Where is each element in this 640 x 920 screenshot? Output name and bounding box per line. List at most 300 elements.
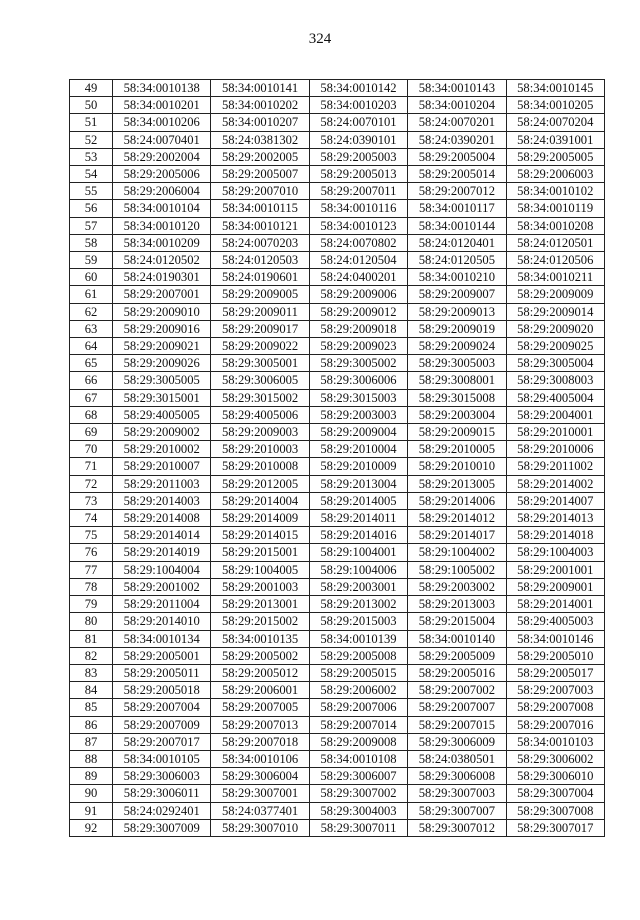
- cadastral-number-cell: 58:29:2010003: [211, 441, 309, 458]
- table-row: [70, 424, 605, 441]
- cadastral-number-cell: 58:29:2014016: [309, 527, 407, 544]
- cadastral-number-cell: 58:29:4005004: [506, 389, 604, 406]
- cadastral-number-cell: 58:29:2005017: [506, 664, 604, 681]
- cadastral-number-cell: 58:24:0381302: [211, 131, 309, 148]
- cadastral-number-cell: 58:29:2014008: [113, 510, 211, 527]
- cadastral-number-cell: 58:29:2009019: [408, 320, 506, 337]
- cadastral-number-cell: 58:29:1004003: [506, 544, 604, 561]
- cadastral-number-cell: 58:34:0010117: [408, 200, 506, 217]
- cadastral-number-cell: 58:24:0390101: [309, 131, 407, 148]
- cadastral-number-cell: 58:29:2014006: [408, 492, 506, 509]
- cadastral-number-cell: 58:29:4005006: [211, 406, 309, 423]
- cadastral-number-cell: 58:34:0010119: [506, 200, 604, 217]
- cadastral-number-cell: 58:29:2005004: [408, 148, 506, 165]
- cadastral-number-cell: 58:29:2010001: [506, 424, 604, 441]
- cadastral-number-cell: 58:34:0010209: [113, 234, 211, 251]
- cadastral-number-cell: 58:29:2007005: [211, 699, 309, 716]
- cadastral-number-cell: 58:29:2007006: [309, 699, 407, 716]
- cadastral-number-cell: 58:29:2009024: [408, 338, 506, 355]
- row-number-cell: 53: [70, 148, 113, 165]
- cadastral-number-cell: 58:29:2005009: [408, 647, 506, 664]
- table-row: [70, 561, 605, 578]
- cadastral-number-cell: 58:34:0010201: [113, 97, 211, 114]
- table-body: [70, 80, 605, 837]
- cadastral-number-cell: 58:29:3007003: [408, 785, 506, 802]
- table-row: [70, 630, 605, 647]
- table-row: [70, 492, 605, 509]
- row-number-cell: 79: [70, 596, 113, 613]
- cadastral-number-cell: 58:29:3005005: [113, 372, 211, 389]
- cadastral-number-cell: 58:29:1005002: [408, 561, 506, 578]
- cadastral-number-cell: 58:29:2005005: [506, 148, 604, 165]
- cadastral-number-cell: 58:29:2005003: [309, 148, 407, 165]
- table-row: [70, 114, 605, 131]
- cadastral-number-cell: 58:29:3006009: [408, 733, 506, 750]
- cadastral-number-cell: 58:34:0010121: [211, 217, 309, 234]
- table-row: [70, 166, 605, 183]
- cadastral-number-cell: 58:24:0120401: [408, 234, 506, 251]
- table-row: [70, 716, 605, 733]
- cadastral-number-cell: 58:29:2005016: [408, 664, 506, 681]
- table-row: [70, 183, 605, 200]
- row-number-cell: 63: [70, 320, 113, 337]
- cadastral-number-cell: 58:29:3015003: [309, 389, 407, 406]
- row-number-cell: 92: [70, 819, 113, 836]
- table-row: [70, 750, 605, 767]
- row-number-cell: 64: [70, 338, 113, 355]
- cadastral-number-cell: 58:29:2014017: [408, 527, 506, 544]
- cadastral-number-cell: 58:29:2013005: [408, 475, 506, 492]
- cadastral-number-cell: 58:34:0010144: [408, 217, 506, 234]
- table-row: [70, 372, 605, 389]
- cadastral-number-cell: 58:29:2001002: [113, 578, 211, 595]
- cadastral-number-cell: 58:24:0070203: [211, 234, 309, 251]
- cadastral-number-cell: 58:34:0010210: [408, 269, 506, 286]
- table-row: [70, 578, 605, 595]
- row-number-cell: 87: [70, 733, 113, 750]
- row-number-cell: 85: [70, 699, 113, 716]
- cadastral-number-cell: 58:29:2009020: [506, 320, 604, 337]
- cadastral-number-cell: 58:29:2013001: [211, 596, 309, 613]
- cadastral-number-cell: 58:29:3007010: [211, 819, 309, 836]
- cadastral-number-cell: 58:29:2005006: [113, 166, 211, 183]
- cadastral-number-cell: 58:34:0010103: [506, 733, 604, 750]
- cadastral-number-cell: 58:24:0070401: [113, 131, 211, 148]
- cadastral-number-cell: 58:29:2009021: [113, 338, 211, 355]
- cadastral-number-cell: 58:29:2005012: [211, 664, 309, 681]
- row-number-cell: 81: [70, 630, 113, 647]
- cadastral-number-cell: 58:34:0010202: [211, 97, 309, 114]
- table-row: [70, 458, 605, 475]
- cadastral-number-cell: 58:29:2014011: [309, 510, 407, 527]
- cadastral-number-cell: 58:29:2013004: [309, 475, 407, 492]
- cadastral-number-cell: 58:34:0010102: [506, 183, 604, 200]
- table-row: [70, 80, 605, 97]
- cadastral-number-cell: 58:34:0010104: [113, 200, 211, 217]
- table-row: [70, 200, 605, 217]
- cadastral-number-cell: 58:29:3006007: [309, 768, 407, 785]
- row-number-cell: 52: [70, 131, 113, 148]
- table-row: [70, 148, 605, 165]
- cadastral-number-cell: 58:24:0390201: [408, 131, 506, 148]
- cadastral-number-cell: 58:24:0380501: [408, 750, 506, 767]
- cadastral-number-cell: 58:29:3006003: [113, 768, 211, 785]
- cadastral-number-cell: 58:29:2012005: [211, 475, 309, 492]
- cadastral-number-cell: 58:29:2002005: [211, 148, 309, 165]
- cadastral-number-cell: 58:34:0010208: [506, 217, 604, 234]
- cadastral-number-cell: 58:34:0010207: [211, 114, 309, 131]
- cadastral-number-cell: 58:29:2009007: [408, 286, 506, 303]
- cadastral-number-cell: 58:29:2003001: [309, 578, 407, 595]
- table-row: [70, 613, 605, 630]
- cadastral-number-cell: 58:24:0070204: [506, 114, 604, 131]
- cadastral-number-cell: 58:29:2007011: [309, 183, 407, 200]
- cadastral-number-cell: 58:29:3006005: [211, 372, 309, 389]
- cadastral-number-cell: 58:29:2006001: [211, 682, 309, 699]
- table-row: [70, 527, 605, 544]
- cadastral-number-cell: 58:29:3015002: [211, 389, 309, 406]
- cadastral-number-cell: 58:29:2009011: [211, 303, 309, 320]
- cadastral-number-cell: 58:29:3007017: [506, 819, 604, 836]
- cadastral-number-cell: 58:29:3006006: [309, 372, 407, 389]
- cadastral-number-cell: 58:29:3005003: [408, 355, 506, 372]
- cadastral-number-cell: 58:29:2010007: [113, 458, 211, 475]
- table-row: [70, 234, 605, 251]
- cadastral-number-cell: 58:29:3007008: [506, 802, 604, 819]
- row-number-cell: 60: [70, 269, 113, 286]
- cadastral-number-cell: 58:29:3006008: [408, 768, 506, 785]
- cadastral-number-cell: 58:29:3005002: [309, 355, 407, 372]
- table-row: [70, 269, 605, 286]
- cadastral-number-cell: 58:29:2005007: [211, 166, 309, 183]
- cadastral-number-cell: 58:34:0010115: [211, 200, 309, 217]
- row-number-cell: 88: [70, 750, 113, 767]
- cadastral-number-cell: 58:29:3005001: [211, 355, 309, 372]
- cadastral-number-cell: 58:34:0010135: [211, 630, 309, 647]
- table-row: [70, 286, 605, 303]
- row-number-cell: 89: [70, 768, 113, 785]
- cadastral-number-cell: 58:29:2007013: [211, 716, 309, 733]
- cadastral-number-cell: 58:24:0292401: [113, 802, 211, 819]
- row-number-cell: 86: [70, 716, 113, 733]
- cadastral-number-cell: 58:29:2015001: [211, 544, 309, 561]
- cadastral-number-cell: 58:29:2010006: [506, 441, 604, 458]
- table-row: [70, 475, 605, 492]
- table-row: [70, 97, 605, 114]
- cadastral-number-cell: 58:29:3007007: [408, 802, 506, 819]
- cadastral-number-cell: 58:29:2009002: [113, 424, 211, 441]
- cadastral-number-cell: 58:24:0120503: [211, 252, 309, 269]
- cadastral-number-cell: 58:34:0010140: [408, 630, 506, 647]
- cadastral-number-cell: 58:29:2014005: [309, 492, 407, 509]
- row-number-cell: 77: [70, 561, 113, 578]
- table-row: [70, 320, 605, 337]
- cadastral-number-cell: 58:29:2003003: [309, 406, 407, 423]
- cadastral-number-cell: 58:29:2009015: [408, 424, 506, 441]
- cadastral-number-cell: 58:34:0010143: [408, 80, 506, 97]
- table-row: [70, 131, 605, 148]
- cadastral-number-cell: 58:24:0190601: [211, 269, 309, 286]
- cadastral-number-cell: 58:29:2010004: [309, 441, 407, 458]
- row-number-cell: 82: [70, 647, 113, 664]
- cadastral-number-cell: 58:29:2003004: [408, 406, 506, 423]
- cadastral-number-cell: 58:29:2009014: [506, 303, 604, 320]
- cadastral-number-cell: 58:29:3015001: [113, 389, 211, 406]
- cadastral-number-cell: 58:29:2014012: [408, 510, 506, 527]
- cadastral-number-cell: 58:34:0010138: [113, 80, 211, 97]
- cadastral-number-cell: 58:29:2006003: [506, 166, 604, 183]
- cadastral-number-cell: 58:29:2001003: [211, 578, 309, 595]
- cadastral-number-cell: 58:34:0010205: [506, 97, 604, 114]
- cadastral-number-cell: 58:24:0120506: [506, 252, 604, 269]
- cadastral-number-cell: 58:34:0010134: [113, 630, 211, 647]
- cadastral-number-cell: 58:29:1004004: [113, 561, 211, 578]
- cadastral-number-cell: 58:29:2005014: [408, 166, 506, 183]
- cadastral-number-cell: 58:34:0010120: [113, 217, 211, 234]
- cadastral-number-cell: 58:29:2007014: [309, 716, 407, 733]
- row-number-cell: 56: [70, 200, 113, 217]
- table-row: [70, 406, 605, 423]
- cadastral-number-cell: 58:34:0010206: [113, 114, 211, 131]
- cadastral-number-cell: 58:24:0070802: [309, 234, 407, 251]
- cadastral-number-cell: 58:29:3008001: [408, 372, 506, 389]
- cadastral-number-cell: 58:29:2011003: [113, 475, 211, 492]
- table-row: [70, 355, 605, 372]
- cadastral-number-cell: 58:29:3007011: [309, 819, 407, 836]
- cadastral-number-cell: 58:24:0377401: [211, 802, 309, 819]
- row-number-cell: 78: [70, 578, 113, 595]
- table-row: [70, 510, 605, 527]
- row-number-cell: 65: [70, 355, 113, 372]
- row-number-cell: 74: [70, 510, 113, 527]
- row-number-cell: 49: [70, 80, 113, 97]
- table-row: [70, 802, 605, 819]
- row-number-cell: 84: [70, 682, 113, 699]
- cadastral-number-cell: 58:29:2009023: [309, 338, 407, 355]
- table-row: [70, 252, 605, 269]
- cadastral-number-cell: 58:29:2014007: [506, 492, 604, 509]
- cadastral-number-cell: 58:29:2007008: [506, 699, 604, 716]
- row-number-cell: 71: [70, 458, 113, 475]
- cadastral-number-cell: 58:24:0120505: [408, 252, 506, 269]
- cadastral-number-cell: 58:29:2014001: [506, 596, 604, 613]
- cadastral-number-cell: 58:34:0010108: [309, 750, 407, 767]
- cadastral-number-cell: 58:29:2009013: [408, 303, 506, 320]
- row-number-cell: 66: [70, 372, 113, 389]
- cadastral-number-cell: 58:29:3006011: [113, 785, 211, 802]
- cadastral-number-cell: 58:29:2005013: [309, 166, 407, 183]
- table-row: [70, 699, 605, 716]
- cadastral-number-cell: 58:34:0010203: [309, 97, 407, 114]
- cadastral-number-cell: 58:29:2007015: [408, 716, 506, 733]
- cadastral-number-cell: 58:29:2005002: [211, 647, 309, 664]
- row-number-cell: 69: [70, 424, 113, 441]
- cadastral-number-cell: 58:29:3008003: [506, 372, 604, 389]
- cadastral-number-cell: 58:29:2005001: [113, 647, 211, 664]
- cadastral-number-cell: 58:29:2015004: [408, 613, 506, 630]
- cadastral-number-cell: 58:29:2009006: [309, 286, 407, 303]
- cadastral-number-cell: 58:29:4005005: [113, 406, 211, 423]
- row-number-cell: 80: [70, 613, 113, 630]
- cadastral-number-cell: 58:29:2014002: [506, 475, 604, 492]
- cadastral-number-cell: 58:29:2007007: [408, 699, 506, 716]
- row-number-cell: 51: [70, 114, 113, 131]
- row-number-cell: 54: [70, 166, 113, 183]
- table-row: [70, 733, 605, 750]
- cadastral-number-cell: 58:29:1004001: [309, 544, 407, 561]
- cadastral-number-cell: 58:29:2009009: [506, 286, 604, 303]
- row-number-cell: 83: [70, 664, 113, 681]
- cadastral-number-cell: 58:29:2006002: [309, 682, 407, 699]
- table-row: [70, 441, 605, 458]
- cadastral-number-cell: 58:29:2009025: [506, 338, 604, 355]
- cadastral-number-cell: 58:29:2007010: [211, 183, 309, 200]
- table-row: [70, 596, 605, 613]
- cadastral-number-cell: 58:29:2009004: [309, 424, 407, 441]
- cadastral-number-cell: 58:29:2009026: [113, 355, 211, 372]
- cadastral-number-cell: 58:29:2009016: [113, 320, 211, 337]
- cadastral-number-cell: 58:29:2007018: [211, 733, 309, 750]
- cadastral-number-cell: 58:29:2014010: [113, 613, 211, 630]
- cadastral-number-cell: 58:29:3015008: [408, 389, 506, 406]
- cadastral-number-cell: 58:29:2006004: [113, 183, 211, 200]
- cadastral-number-cell: 58:29:1004002: [408, 544, 506, 561]
- row-number-cell: 58: [70, 234, 113, 251]
- cadastral-number-cell: 58:29:2014018: [506, 527, 604, 544]
- cadastral-number-cell: 58:29:3006010: [506, 768, 604, 785]
- cadastral-number-cell: 58:24:0391001: [506, 131, 604, 148]
- cadastral-number-cell: 58:29:3006004: [211, 768, 309, 785]
- cadastral-number-cell: 58:29:2009022: [211, 338, 309, 355]
- cadastral-number-cell: 58:29:2005010: [506, 647, 604, 664]
- cadastral-number-cell: 58:24:0400201: [309, 269, 407, 286]
- cadastral-number-cell: 58:29:3007001: [211, 785, 309, 802]
- cadastral-number-cell: 58:24:0120501: [506, 234, 604, 251]
- cadastral-number-cell: 58:29:2009001: [506, 578, 604, 595]
- cadastral-number-cell: 58:29:2009008: [309, 733, 407, 750]
- table-row: [70, 544, 605, 561]
- cadastral-number-cell: 58:29:2011004: [113, 596, 211, 613]
- cadastral-number-cell: 58:29:3006002: [506, 750, 604, 767]
- row-number-cell: 67: [70, 389, 113, 406]
- cadastral-number-cell: 58:29:2014009: [211, 510, 309, 527]
- cadastral-number-cell: 58:29:2009017: [211, 320, 309, 337]
- cadastral-number-cell: 58:29:2003002: [408, 578, 506, 595]
- cadastral-number-cell: 58:29:2009010: [113, 303, 211, 320]
- cadastral-number-cell: 58:29:2014004: [211, 492, 309, 509]
- cadastral-number-cell: 58:34:0010141: [211, 80, 309, 97]
- cadastral-number-cell: 58:29:3007004: [506, 785, 604, 802]
- row-number-cell: 72: [70, 475, 113, 492]
- table-row: [70, 819, 605, 836]
- row-number-cell: 90: [70, 785, 113, 802]
- cadastral-number-cell: 58:29:2014015: [211, 527, 309, 544]
- table-row: [70, 338, 605, 355]
- cadastral-number-cell: 58:29:3004003: [309, 802, 407, 819]
- cadastral-number-cell: 58:29:2007003: [506, 682, 604, 699]
- cadastral-number-cell: 58:24:0070201: [408, 114, 506, 131]
- row-number-cell: 73: [70, 492, 113, 509]
- cadastral-number-cell: 58:29:2014003: [113, 492, 211, 509]
- row-number-cell: 91: [70, 802, 113, 819]
- cadastral-number-cell: 58:29:2010005: [408, 441, 506, 458]
- cadastral-number-cell: 58:34:0010142: [309, 80, 407, 97]
- cadastral-number-cell: 58:29:2005015: [309, 664, 407, 681]
- cadastral-number-cell: 58:34:0010106: [211, 750, 309, 767]
- row-number-cell: 50: [70, 97, 113, 114]
- table-row: [70, 389, 605, 406]
- cadastral-number-cell: 58:34:0010145: [506, 80, 604, 97]
- cadastral-number-cell: 58:29:2014019: [113, 544, 211, 561]
- table-row: [70, 664, 605, 681]
- row-number-cell: 75: [70, 527, 113, 544]
- row-number-cell: 57: [70, 217, 113, 234]
- cadastral-number-cell: 58:29:2010002: [113, 441, 211, 458]
- cadastral-number-cell: 58:34:0010204: [408, 97, 506, 114]
- cadastral-number-cell: 58:29:2010010: [408, 458, 506, 475]
- table-row: [70, 785, 605, 802]
- cadastral-number-cell: 58:24:0120502: [113, 252, 211, 269]
- cadastral-number-cell: 58:29:2007002: [408, 682, 506, 699]
- cadastral-number-cell: 58:24:0190301: [113, 269, 211, 286]
- cadastral-number-cell: 58:29:2015002: [211, 613, 309, 630]
- cadastral-number-cell: 58:34:0010139: [309, 630, 407, 647]
- cadastral-number-cell: 58:29:1004005: [211, 561, 309, 578]
- cadastral-number-cell: 58:29:2015003: [309, 613, 407, 630]
- cadastral-number-cell: 58:29:2010008: [211, 458, 309, 475]
- row-number-cell: 62: [70, 303, 113, 320]
- cadastral-number-cell: 58:29:2014013: [506, 510, 604, 527]
- cadastral-number-cell: 58:29:2009005: [211, 286, 309, 303]
- cadastral-number-cell: 58:29:2007016: [506, 716, 604, 733]
- cadastral-number-cell: 58:29:2007012: [408, 183, 506, 200]
- cadastral-number-cell: 58:29:1004006: [309, 561, 407, 578]
- cadastral-number-cell: 58:29:2001001: [506, 561, 604, 578]
- cadastral-number-cell: 58:34:0010146: [506, 630, 604, 647]
- cadastral-number-cell: 58:34:0010116: [309, 200, 407, 217]
- cadastral-number-cell: 58:29:2013002: [309, 596, 407, 613]
- cadastral-number-cell: 58:29:2009003: [211, 424, 309, 441]
- table-row: [70, 647, 605, 664]
- cadastral-number-cell: 58:29:3005004: [506, 355, 604, 372]
- cadastral-number-cell: 58:29:2004001: [506, 406, 604, 423]
- cadastral-number-cell: 58:29:2005011: [113, 664, 211, 681]
- cadastral-number-cell: 58:29:4005003: [506, 613, 604, 630]
- cadastral-number-cell: 58:29:3007009: [113, 819, 211, 836]
- cadastral-number-cell: 58:29:2002004: [113, 148, 211, 165]
- row-number-cell: 55: [70, 183, 113, 200]
- cadastral-number-cell: 58:24:0070101: [309, 114, 407, 131]
- cadastral-number-cell: 58:24:0120504: [309, 252, 407, 269]
- cadastral-number-cell: 58:29:2013003: [408, 596, 506, 613]
- cadastral-number-cell: 58:34:0010105: [113, 750, 211, 767]
- cadastral-numbers-table: [69, 79, 605, 837]
- cadastral-number-cell: 58:29:2005018: [113, 682, 211, 699]
- row-number-cell: 59: [70, 252, 113, 269]
- row-number-cell: 61: [70, 286, 113, 303]
- cadastral-number-cell: 58:29:2014014: [113, 527, 211, 544]
- page-number: 324: [308, 31, 332, 47]
- cadastral-number-cell: 58:29:2005008: [309, 647, 407, 664]
- table-row: [70, 217, 605, 234]
- cadastral-number-cell: 58:29:3007002: [309, 785, 407, 802]
- cadastral-number-cell: 58:29:2009018: [309, 320, 407, 337]
- cadastral-number-cell: 58:34:0010123: [309, 217, 407, 234]
- cadastral-number-cell: 58:29:2010009: [309, 458, 407, 475]
- cadastral-number-cell: 58:29:2011002: [506, 458, 604, 475]
- table-row: [70, 682, 605, 699]
- cadastral-number-cell: 58:29:2007017: [113, 733, 211, 750]
